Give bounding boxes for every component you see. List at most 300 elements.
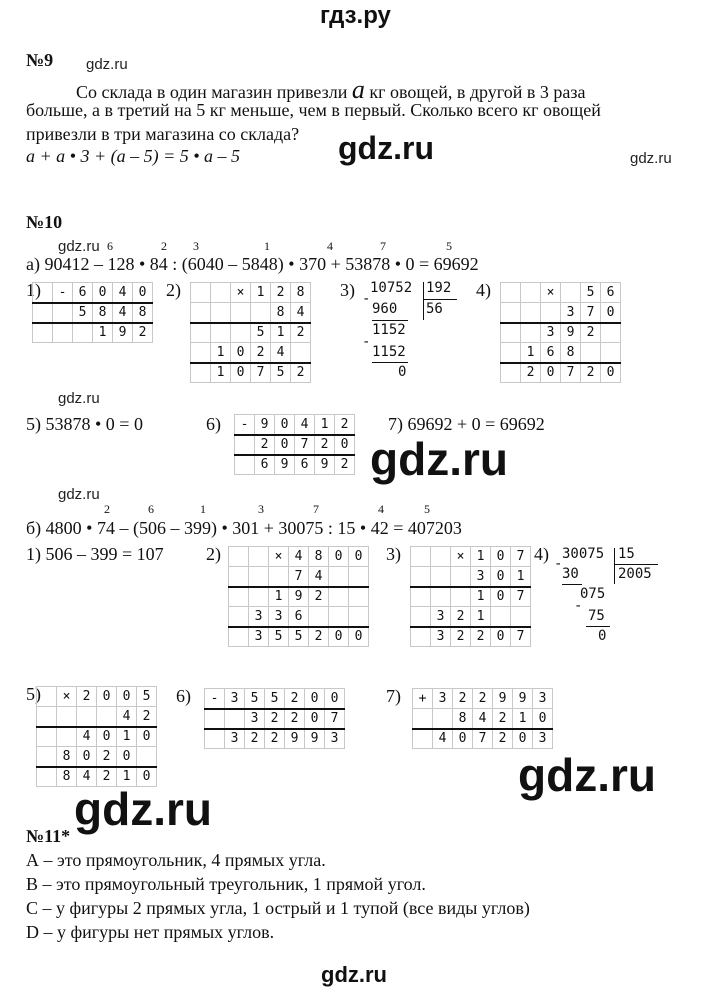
grid-cell: 8 (309, 547, 329, 567)
division-result: 0 (398, 364, 407, 380)
division-bar (614, 564, 658, 565)
grid-cell: 2 (265, 709, 285, 729)
grid-cell: 1 (271, 323, 291, 343)
grid-cell: × (57, 687, 77, 707)
grid-cell (431, 547, 451, 567)
grid-cell: 9 (255, 415, 275, 435)
task9-line1b-text: кг овощей, в другой в 3 раза (369, 82, 586, 102)
grid-cell: 6 (601, 283, 621, 303)
step-label: 5) (26, 414, 41, 434)
grid-cell: 2 (473, 689, 493, 709)
calc-grid-b5 (36, 686, 157, 787)
calc-grid-a6 (234, 414, 355, 475)
division-sign: - (362, 291, 371, 307)
division-rule (372, 362, 408, 363)
calc-grid-b2 (228, 546, 369, 647)
order-mark: 5 (424, 502, 430, 516)
grid-cell (191, 283, 211, 303)
grid-cell: 9 (275, 455, 295, 475)
division-dividend: 30075 (562, 546, 605, 562)
step-label: 2) (206, 544, 221, 564)
watermark-big: gdz.ru (74, 783, 212, 835)
division-bar (614, 548, 615, 584)
order-mark: 1 (264, 239, 270, 253)
grid-cell (541, 303, 561, 323)
division-subtrahend: 960 (372, 301, 398, 317)
grid-cell: 3 (269, 607, 289, 627)
grid-cell (229, 547, 249, 567)
grid-cell (561, 283, 581, 303)
grid-cell: 0 (349, 547, 369, 567)
grid-cell (77, 707, 97, 727)
grid-cell: 2 (493, 729, 513, 749)
step1-text (26, 544, 164, 565)
grid-cell: 3 (249, 627, 269, 647)
grid-cell: 0 (97, 687, 117, 707)
grid-cell: 0 (117, 687, 137, 707)
grid-cell: 2 (335, 455, 355, 475)
order-mark: 2 (104, 502, 110, 516)
grid-cell (211, 303, 231, 323)
grid-cell (601, 343, 621, 363)
grid-cell: 2 (581, 363, 601, 383)
watermark-small: gdz.ru (58, 390, 100, 407)
grid-cell (57, 707, 77, 727)
grid-cell: 2 (285, 689, 305, 709)
order-mark: 6 (107, 239, 113, 253)
step-label: 1) (26, 544, 41, 564)
division-remainder: 1152 (372, 322, 406, 338)
grid-cell (411, 567, 431, 587)
calc-grid-a1 (32, 282, 153, 343)
task10-number: №10 (26, 212, 63, 232)
grid-cell: 8 (561, 343, 581, 363)
grid-cell: 4 (295, 415, 315, 435)
grid-cell (229, 627, 249, 647)
grid-cell (251, 303, 271, 323)
order-mark: 6 (148, 502, 154, 516)
grid-cell: 3 (249, 607, 269, 627)
grid-cell (33, 283, 53, 303)
grid-cell (249, 547, 269, 567)
grid-cell: 2 (581, 323, 601, 343)
grid-cell (231, 303, 251, 323)
grid-cell (451, 587, 471, 607)
grid-cell: 0 (137, 767, 157, 787)
grid-cell (433, 709, 453, 729)
step-equation: 69692 + 0 = 69692 (407, 414, 545, 434)
order-mark: 7 (313, 502, 319, 516)
grid-cell: 3 (225, 729, 245, 749)
grid-cell: 7 (325, 709, 345, 729)
grid-cell: 4 (289, 547, 309, 567)
grid-cell: 2 (493, 709, 513, 729)
grid-cell: 0 (93, 283, 113, 303)
watermark-big: gdz.ru (518, 749, 656, 801)
grid-cell: 5 (265, 689, 285, 709)
division-sign: - (554, 556, 563, 572)
grid-cell: 2 (471, 627, 491, 647)
grid-cell: 9 (513, 689, 533, 709)
grid-cell: 1 (93, 323, 113, 343)
grid-cell: 7 (473, 729, 493, 749)
grid-cell: 7 (561, 363, 581, 383)
grid-cell: 1 (117, 727, 137, 747)
grid-cell: 2 (271, 283, 291, 303)
grid-cell (231, 323, 251, 343)
grid-cell (33, 323, 53, 343)
grid-cell (249, 587, 269, 607)
grid-cell: 7 (251, 363, 271, 383)
division-result: 0 (598, 628, 607, 644)
grid-cell: 1 (117, 767, 137, 787)
grid-cell: 0 (275, 435, 295, 455)
division-bar (423, 299, 457, 300)
grid-cell (73, 323, 93, 343)
grid-cell: 3 (225, 689, 245, 709)
grid-cell (451, 567, 471, 587)
grid-cell: 5 (269, 627, 289, 647)
grid-cell: 2 (133, 323, 153, 343)
grid-cell: 7 (511, 627, 531, 647)
division-sign: - (574, 598, 583, 614)
step-label: 4) (534, 544, 549, 564)
grid-cell: 0 (133, 283, 153, 303)
grid-cell (491, 607, 511, 627)
step-label: 3) (340, 280, 355, 300)
grid-cell: 0 (491, 547, 511, 567)
grid-cell (235, 435, 255, 455)
grid-cell: 9 (285, 729, 305, 749)
grid-cell: 0 (329, 547, 349, 567)
footer-site: gdz.ru (321, 962, 387, 987)
grid-cell (329, 607, 349, 627)
grid-cell: - (235, 415, 255, 435)
grid-cell (309, 607, 329, 627)
step-label: 4) (476, 280, 491, 300)
grid-cell: 6 (541, 343, 561, 363)
grid-cell: 6 (289, 607, 309, 627)
grid-cell (411, 547, 431, 567)
grid-cell: 4 (77, 767, 97, 787)
grid-cell: 0 (77, 747, 97, 767)
watermark-big: gdz.ru (338, 130, 434, 166)
grid-cell: 7 (511, 587, 531, 607)
grid-cell (501, 283, 521, 303)
grid-cell: × (269, 547, 289, 567)
grid-cell: 3 (533, 689, 553, 709)
grid-cell (37, 687, 57, 707)
grid-cell: 1 (211, 343, 231, 363)
grid-cell: 0 (601, 363, 621, 383)
grid-cell: 2 (245, 729, 265, 749)
task11-line: А – это прямоугольник, 4 прямых угла. (26, 850, 326, 870)
division-rule (372, 320, 408, 321)
grid-cell: + (413, 689, 433, 709)
grid-cell: 1 (471, 587, 491, 607)
grid-cell: 0 (325, 689, 345, 709)
grid-cell: 1 (511, 567, 531, 587)
grid-cell: 6 (255, 455, 275, 475)
grid-cell (205, 729, 225, 749)
grid-cell: 3 (431, 627, 451, 647)
grid-cell: 1 (251, 283, 271, 303)
task9-line1-text: Со склада в один магазин привезли (76, 82, 348, 102)
calc-grid-b6 (204, 688, 345, 749)
grid-cell: 2 (451, 627, 471, 647)
grid-cell: 2 (315, 435, 335, 455)
grid-cell (411, 587, 431, 607)
grid-cell: 0 (305, 709, 325, 729)
step-equation: 53878 • 0 = 0 (45, 414, 143, 434)
grid-cell (581, 343, 601, 363)
step-label: 7) (386, 686, 401, 706)
order-mark: 4 (378, 502, 384, 516)
grid-cell: 0 (97, 727, 117, 747)
grid-cell: 4 (113, 303, 133, 323)
grid-cell: 3 (433, 689, 453, 709)
watermark-small: gdz.ru (58, 486, 100, 503)
grid-cell: 1 (315, 415, 335, 435)
grid-cell: - (205, 689, 225, 709)
grid-cell (521, 283, 541, 303)
grid-cell (33, 303, 53, 323)
grid-cell (501, 303, 521, 323)
grid-cell (57, 727, 77, 747)
grid-cell: 8 (93, 303, 113, 323)
grid-cell: 9 (493, 689, 513, 709)
grid-cell (249, 567, 269, 587)
grid-cell: × (231, 283, 251, 303)
grid-cell (97, 707, 117, 727)
task11-line: B – это прямоугольный треугольник, 1 прямой угол. (26, 874, 426, 894)
grid-cell: 2 (453, 689, 473, 709)
grid-cell: 5 (137, 687, 157, 707)
grid-cell: 3 (533, 729, 553, 749)
grid-cell (205, 709, 225, 729)
grid-cell: 4 (291, 303, 311, 323)
watermark-small: gdz.ru (630, 150, 672, 167)
grid-cell (349, 567, 369, 587)
grid-cell: 0 (491, 587, 511, 607)
grid-cell (53, 303, 73, 323)
grid-cell: 0 (305, 689, 325, 709)
grid-cell: 9 (305, 729, 325, 749)
grid-cell (601, 323, 621, 343)
grid-cell (329, 567, 349, 587)
task11-number: №11* (26, 826, 71, 846)
grid-cell (291, 343, 311, 363)
grid-cell: 0 (329, 627, 349, 647)
grid-cell: 5 (73, 303, 93, 323)
division-subtrahend: 75 (588, 608, 605, 624)
grid-cell (53, 323, 73, 343)
grid-cell: 8 (271, 303, 291, 323)
grid-cell: 4 (271, 343, 291, 363)
site-header: гдз.ру (320, 2, 391, 29)
grid-cell: 0 (453, 729, 473, 749)
grid-cell (501, 363, 521, 383)
grid-cell: 1 (211, 363, 231, 383)
grid-cell: 2 (291, 363, 311, 383)
grid-cell: 0 (231, 363, 251, 383)
grid-cell: 4 (77, 727, 97, 747)
division-remainder: 075 (580, 586, 606, 602)
step-label: 7) (388, 414, 403, 434)
grid-cell: × (451, 547, 471, 567)
grid-cell: 2 (291, 323, 311, 343)
grid-cell: 2 (309, 627, 329, 647)
grid-cell: 8 (453, 709, 473, 729)
grid-cell: 1 (513, 709, 533, 729)
grid-cell: 0 (231, 343, 251, 363)
grid-cell: 0 (349, 627, 369, 647)
grid-cell (137, 747, 157, 767)
grid-cell: 0 (533, 709, 553, 729)
grid-cell: 2 (97, 767, 117, 787)
grid-cell: 2 (309, 587, 329, 607)
grid-cell: 8 (291, 283, 311, 303)
grid-cell: 9 (289, 587, 309, 607)
task9-number: №9 (26, 50, 54, 70)
task9-formula: a + a • 3 + (a – 5) = 5 • a – 5 (26, 146, 241, 166)
calc-grid-b7 (412, 688, 553, 749)
grid-cell: 5 (581, 283, 601, 303)
grid-cell: 4 (117, 707, 137, 727)
watermark-big: gdz.ru (370, 433, 508, 485)
calc-grid-b3 (410, 546, 531, 647)
division-quotient: 56 (426, 301, 443, 317)
step-label: 2) (166, 280, 181, 300)
grid-cell: × (541, 283, 561, 303)
division-rule (586, 626, 610, 627)
grid-cell: 8 (133, 303, 153, 323)
step-equation: 506 – 399 = 107 (45, 544, 164, 564)
grid-cell: 7 (295, 435, 315, 455)
task9-line3: привезли в три магазина со склада? (26, 124, 300, 144)
grid-cell (521, 303, 541, 323)
calc-grid-a4 (500, 282, 621, 383)
grid-cell: 6 (295, 455, 315, 475)
task10b-expression: б) 4800 • 74 – (506 – 399) • 301 + 30075 : 15 • 42 = 407203 (26, 518, 462, 538)
grid-cell: 4 (473, 709, 493, 729)
grid-cell (329, 587, 349, 607)
grid-cell: 8 (57, 767, 77, 787)
grid-cell: - (53, 283, 73, 303)
grid-cell: 5 (251, 323, 271, 343)
calc-grid-a2 (190, 282, 311, 383)
grid-cell (349, 607, 369, 627)
task11-line: D – у фигуры нет прямых углов. (26, 922, 275, 942)
grid-cell: 2 (137, 707, 157, 727)
grid-cell: 1 (269, 587, 289, 607)
grid-cell: 2 (77, 687, 97, 707)
watermark-small: gdz.ru (86, 56, 128, 73)
step-label: 6) (176, 686, 191, 706)
grid-cell (413, 729, 433, 749)
grid-cell: 7 (511, 547, 531, 567)
watermark-small: gdz.ru (58, 238, 100, 255)
grid-cell: 2 (521, 363, 541, 383)
step-label: 3) (386, 544, 401, 564)
grid-cell: 5 (271, 363, 291, 383)
grid-cell (211, 283, 231, 303)
grid-cell: 0 (491, 567, 511, 587)
grid-cell (349, 587, 369, 607)
division-divisor: 15 (618, 546, 635, 562)
grid-cell: 3 (561, 303, 581, 323)
order-mark: 2 (161, 239, 167, 253)
grid-cell (521, 323, 541, 343)
step-label: 1) (26, 280, 41, 300)
grid-cell: 4 (113, 283, 133, 303)
grid-cell (37, 727, 57, 747)
grid-cell: 2 (255, 435, 275, 455)
grid-cell: 7 (581, 303, 601, 323)
grid-cell: 3 (471, 567, 491, 587)
grid-cell (37, 747, 57, 767)
grid-cell: 9 (561, 323, 581, 343)
grid-cell: 2 (251, 343, 271, 363)
grid-cell: 1 (521, 343, 541, 363)
order-mark: 1 (200, 502, 206, 516)
grid-cell (191, 363, 211, 383)
grid-cell: 5 (245, 689, 265, 709)
order-mark: 3 (193, 239, 199, 253)
division-sign: - (362, 334, 371, 350)
grid-cell (501, 343, 521, 363)
grid-cell: 2 (265, 729, 285, 749)
task9-var-a: a (351, 75, 365, 104)
grid-cell: 0 (117, 747, 137, 767)
order-mark: 3 (258, 502, 264, 516)
grid-cell: 2 (451, 607, 471, 627)
grid-cell: 8 (57, 747, 77, 767)
step-label: 5) (26, 684, 41, 704)
grid-cell (211, 323, 231, 343)
grid-cell: 3 (541, 323, 561, 343)
grid-cell: 0 (275, 415, 295, 435)
division-subtrahend: 30 (562, 566, 579, 582)
grid-cell (37, 767, 57, 787)
division-subtrahend: 1152 (372, 344, 406, 360)
grid-cell: 0 (137, 727, 157, 747)
grid-cell (191, 343, 211, 363)
division-dividend: 10752 (370, 280, 413, 296)
grid-cell (37, 707, 57, 727)
grid-cell: 5 (289, 627, 309, 647)
grid-cell: 0 (335, 435, 355, 455)
order-mark: 4 (327, 239, 333, 253)
grid-cell: 0 (491, 627, 511, 647)
grid-cell (229, 567, 249, 587)
grid-cell: 3 (325, 729, 345, 749)
grid-cell: 1 (471, 547, 491, 567)
grid-cell (501, 323, 521, 343)
grid-cell: 0 (541, 363, 561, 383)
grid-cell: 7 (289, 567, 309, 587)
step5-text (26, 414, 143, 435)
step-label: 6) (206, 414, 221, 434)
grid-cell: 2 (97, 747, 117, 767)
grid-cell (191, 323, 211, 343)
grid-cell (269, 567, 289, 587)
grid-cell (225, 709, 245, 729)
order-mark: 7 (380, 239, 386, 253)
grid-cell: 3 (245, 709, 265, 729)
grid-cell (411, 627, 431, 647)
task10a-expression: а) 90412 – 128 • 84 : (6040 – 5848) • 370 + 53878 • 0 = 69692 (26, 254, 479, 274)
